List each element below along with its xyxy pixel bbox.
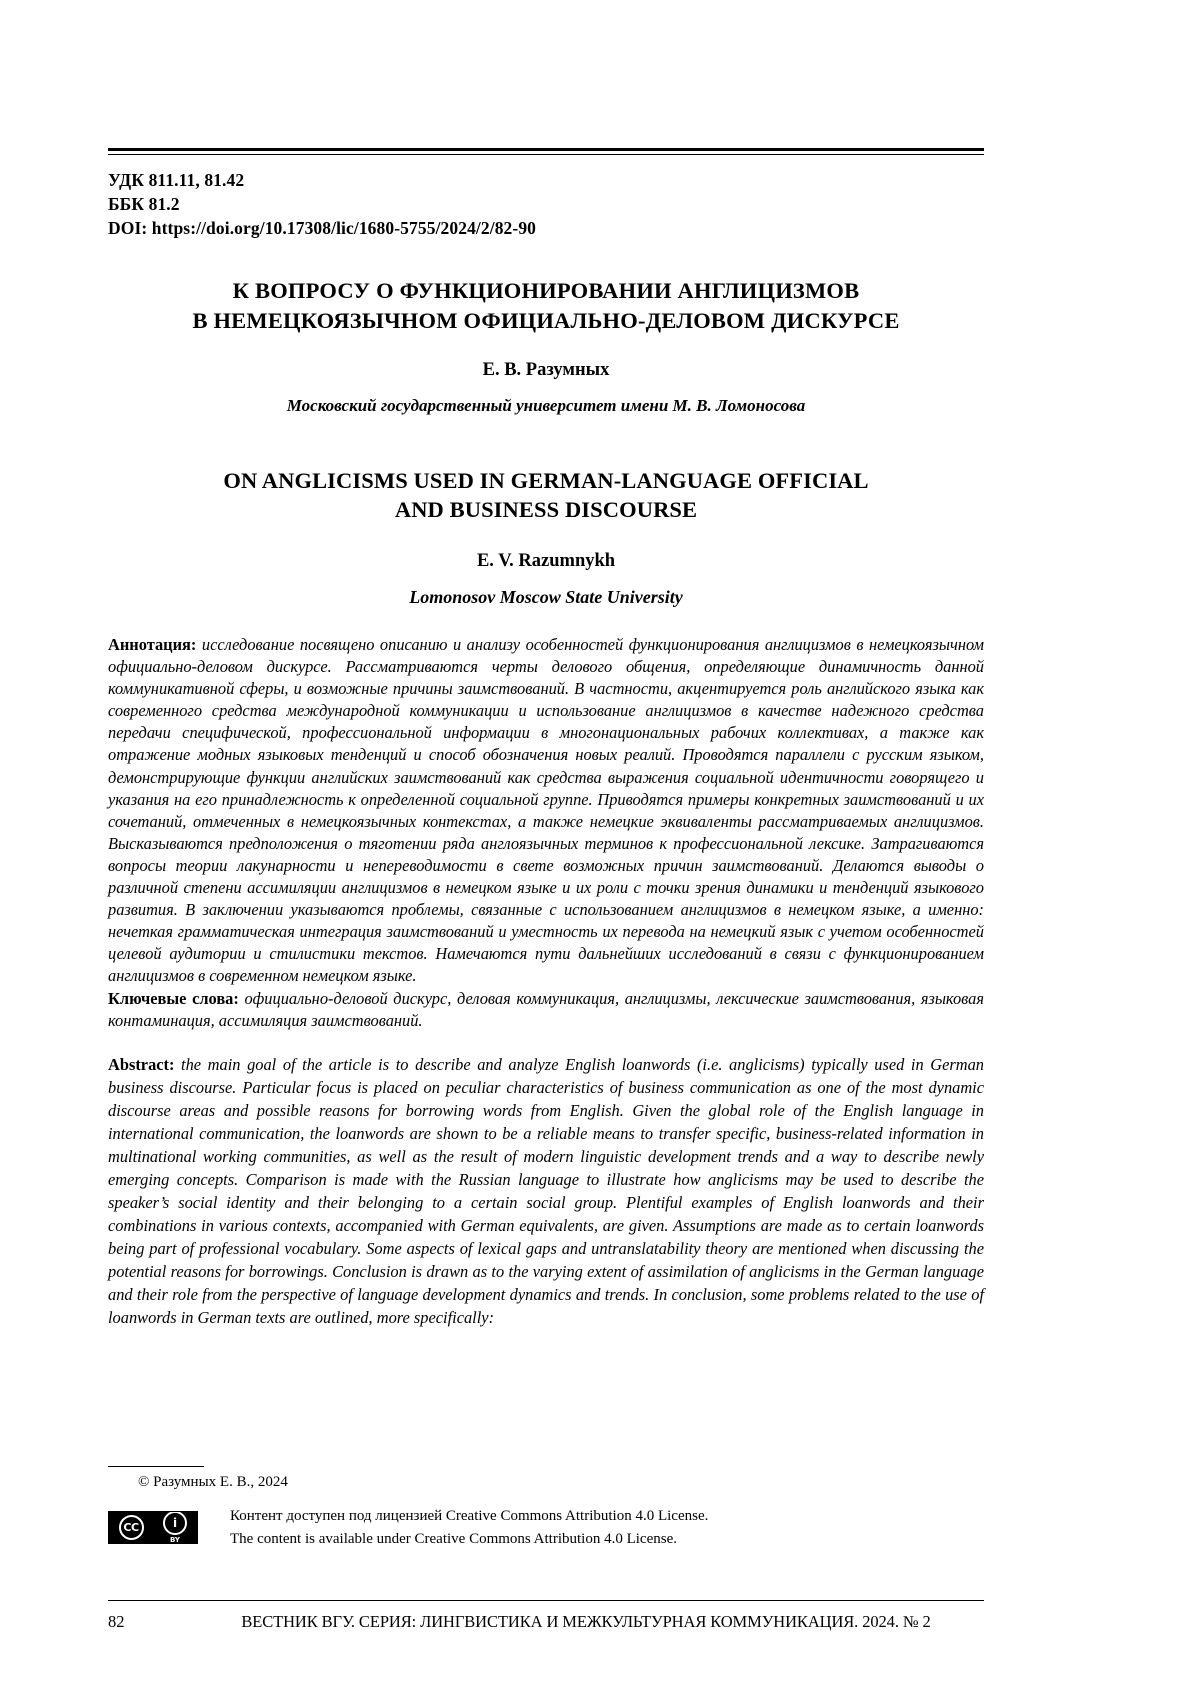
keywords-russian-text: официально-деловой дискурс, деловая коммуникация, англицизмы, лексические заимствования, языковая контаминация, ассимиляция заимствований. <box>108 989 984 1031</box>
author-russian: Е. В. Разумных <box>482 359 610 380</box>
title-russian-line2: В НЕМЕЦКОЯЗЫЧНОМ ОФИЦИАЛЬНО-ДЕЛОВОМ ДИСКУРСЕ <box>192 308 900 334</box>
article-content <box>108 148 984 1330</box>
abstract-russian <box>108 634 984 987</box>
title-russian-line1: К ВОПРОСУ О ФУНКЦИОНИРОВАНИИ АНГЛИЦИЗМОВ <box>232 278 860 304</box>
keywords-russian-label: Ключевые слова: <box>108 989 239 1009</box>
cc-logo-right <box>153 1512 197 1543</box>
classification-codes <box>108 169 984 240</box>
abstract-russian-label: Аннотация: <box>108 635 197 655</box>
top-divider <box>108 148 984 155</box>
affiliation-russian: Московский государственный университет имени М. В. Ломоносова <box>286 395 806 415</box>
udk-code: УДК 811.11, 81.42 <box>108 170 245 190</box>
keywords-russian <box>108 988 984 1032</box>
page-footer <box>108 1612 984 1632</box>
bottom-divider <box>108 1600 984 1601</box>
abstract-english <box>108 1054 984 1330</box>
bbk-code: ББК 81.2 <box>108 193 180 214</box>
license-text-russian: Контент доступен под лицензией Creative Commons Attribution 4.0 License. <box>230 1508 709 1524</box>
page-title-english <box>108 466 984 525</box>
page-footnote <box>108 1466 984 1550</box>
title-english-line2: AND BUSINESS DISCOURSE <box>394 497 698 523</box>
abstract-english-text: the main goal of the article is to describe and analyze English loanwords (i.e. anglicisms) typically used in German business discourse. Particular focus is placed on peculiar characteristics of business communication as one of the most dynamic discourse areas and possible reasons for borrowing words from English. Given the global role of the English language in international communication, the loanwords are shown to be a reliable means to transfer specific, business-related information in multinational working communities, as well as the result of modern linguistic development trends and a way to describe newly emerging concepts. Comparison is made with the Russian language to illustrate how anglicisms may be used to describe the speaker’s social identity and their belonging to a certain social group. Plentiful examples of English loanwords and their combinations in various contexts, accompanied with German equivalents, are given. Assumptions are made as to certain loanwords being part of professional vocabulary. Some aspects of lexical gaps and untranslatability theory are mentioned when discussing the potential reasons for borrowings. Conclusion is drawn as to the varying extent of assimilation of anglicisms in the German language and their role from the perspective of language development dynamics and trends. In conclusion, some problems related to the use of loanwords in German texts are outlined, more specifically: <box>108 1055 984 1327</box>
cc-person-icon: i <box>163 1511 187 1535</box>
page-title-russian <box>108 276 984 335</box>
title-english-line1: ON ANGLICISMS USED IN GERMAN-LANGUAGE OFFICIAL <box>223 467 869 493</box>
license-row <box>108 1505 984 1550</box>
cc-mark: CC <box>119 1515 144 1540</box>
license-text-english: The content is available under Creative Commons Attribution 4.0 License. <box>230 1530 677 1547</box>
cc-logo-left <box>109 1512 153 1543</box>
page-number: 82 <box>108 1612 125 1631</box>
journal-info: ВЕСТНИК ВГУ. СЕРИЯ: ЛИНГВИСТИКА И МЕЖКУЛЬТУРНАЯ КОММУНИКАЦИЯ. 2024. № 2 <box>241 1612 931 1631</box>
creative-commons-icon[interactable] <box>108 1511 198 1544</box>
footnote-divider <box>108 1466 204 1467</box>
copyright-line: © Разумных Е. В., 2024 <box>138 1474 288 1490</box>
cc-by-label: BY <box>169 1536 181 1544</box>
abstract-russian-text: исследование посвящено описанию и анализу особенностей функционирования англицизмов в немецкоязычном официально-деловом дискурсе. Рассматриваются черты делового общения, определяющие динамичность данной коммуникативной сферы, и возможные причины заимствований. В частности, акцентируется роль английского языка как современного средства международной коммуникации и использование англицизмов в качестве надежного средства передачи специфической, профессиональной информации в многонациональных рабочих коллективах, а также как отражение модных языковых тенденций и способ обозначения новых реалий. Проводятся параллели с русским языком, демонстрирующие функции английских заимствований как средства выражения социальной идентичности говорящего и указания на его принадлежность к определенной социальной группе. Приводятся примеры конкретных заимствований и их сочетаний, отмеченных в немецкоязычных контекстах, а также немецкие эквиваленты рассматриваемых англицизмов. Высказываются предположения о тяготении ряда англоязычных терминов к профессиональной лексике. Затрагиваются вопросы теории лакунарности и непереводимости в свете возможных причин заимствований. Делаются выводы о различной степени ассимиляции англицизмов в немецком языке и их роли с точки зрения динамики и тенденций языкового развития. В заключении указываются проблемы, связанные с использованием англицизмов в немецком языке, а именно: нечеткая грамматическая интеграция заимствований и уместность их перевода на немецкий язык с учетом особенностей целевой аудитории и стилистики текстов. Намечаются пути дальнейших исследований в связи с функционированием англицизмов в современном немецком языке. <box>108 635 984 986</box>
abstract-english-label: Abstract: <box>108 1055 175 1075</box>
author-english: E. V. Razumnykh <box>476 551 616 572</box>
affiliation-english: Lomonosov Moscow State University <box>409 587 683 608</box>
license-text <box>230 1505 708 1550</box>
doi-line[interactable]: DOI: https://doi.org/10.17308/lic/1680-5755/2024/2/82-90 <box>108 217 537 238</box>
